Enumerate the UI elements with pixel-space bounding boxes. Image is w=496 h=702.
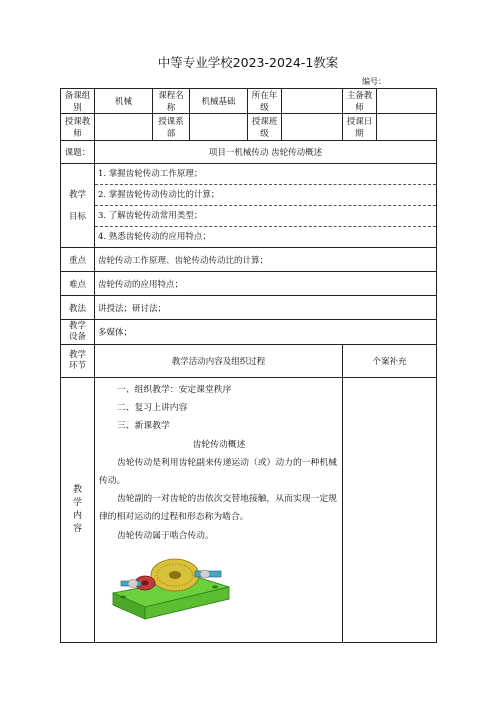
equipment-value: 多媒体； bbox=[95, 320, 437, 345]
content-body bbox=[95, 378, 343, 643]
goal-item: 4. 熟悉齿轮传动的应用特点； bbox=[98, 232, 211, 242]
gearbox-icon bbox=[111, 547, 231, 621]
process-header-row bbox=[61, 345, 437, 378]
key-point-value: 齿轮传动工作原理、齿轮传动传动比的计算； bbox=[95, 248, 437, 272]
group-label: 备课组别 bbox=[61, 89, 95, 114]
document-title: 中等专业学校2023-2024-1教案 bbox=[157, 55, 339, 70]
gearbox-illustration bbox=[111, 547, 339, 624]
document-number-label: 编号： bbox=[362, 77, 386, 86]
method-label: 教法 bbox=[61, 296, 95, 320]
content-label-char: 学 bbox=[72, 498, 82, 508]
difficulty-value: 齿轮传动的应用特点； bbox=[95, 272, 437, 296]
lead-teacher-value bbox=[377, 89, 437, 114]
content-label-char: 容 bbox=[72, 524, 82, 534]
key-point-label: 重点 bbox=[61, 248, 95, 272]
equipment-row bbox=[61, 320, 437, 345]
content-label-char: 教 bbox=[72, 485, 82, 495]
grade-label: 所在年级 bbox=[248, 89, 282, 114]
goals-list bbox=[95, 164, 437, 248]
paragraph: 齿轮副的一对齿轮的齿依次交替地接触，从而实现一定规律的相对运动的过程和形态称为啮合。 bbox=[99, 494, 337, 523]
goals-label-line2: 目标 bbox=[68, 211, 86, 222]
date-value bbox=[377, 114, 437, 141]
activity-header: 教学活动内容及组织过程 bbox=[95, 345, 343, 378]
difficulty-row bbox=[61, 272, 437, 296]
dept-value bbox=[190, 114, 248, 141]
class-value bbox=[282, 114, 343, 141]
key-point-row bbox=[61, 248, 437, 272]
course-label: 课程名称 bbox=[153, 89, 190, 114]
teacher-label: 授课教师 bbox=[61, 114, 95, 141]
difficulty-label: 难点 bbox=[61, 272, 95, 296]
method-row bbox=[61, 296, 437, 320]
supplement-header: 个案补充 bbox=[343, 345, 437, 378]
topic-value: 项目一机械传动 齿轮传动概述 bbox=[95, 141, 437, 164]
supplement-value bbox=[343, 378, 437, 643]
goal-item: 3. 了解齿轮传动常用类型； bbox=[95, 206, 436, 227]
process-label-line1: 教学 bbox=[68, 350, 86, 360]
lesson-plan-table bbox=[60, 88, 437, 643]
paragraph: 齿轮传动属于啮合传动。 bbox=[117, 530, 214, 541]
class-label: 授课班级 bbox=[248, 114, 282, 141]
step-item: 二、复习上讲内容 bbox=[117, 403, 188, 414]
process-label-line2: 环节 bbox=[68, 361, 86, 371]
goals-row bbox=[61, 164, 437, 248]
section-title: 齿轮传动概述 bbox=[192, 439, 246, 450]
date-label: 授课日期 bbox=[343, 114, 377, 141]
goal-item: 1. 掌握齿轮传动工作原理； bbox=[95, 164, 436, 185]
equipment-label-line2: 设备 bbox=[68, 332, 86, 342]
lead-teacher-label: 主备教师 bbox=[343, 89, 377, 114]
header-row-2 bbox=[61, 114, 437, 141]
header-row-1 bbox=[61, 89, 437, 114]
paragraph: 齿轮传动是利用齿轮副来传递运动（或）动力的一种机械传动。 bbox=[99, 457, 337, 487]
goals-label bbox=[61, 164, 95, 248]
grade-value bbox=[282, 89, 343, 114]
goals-label-line1: 教学 bbox=[68, 189, 86, 200]
equipment-label-line1: 教学 bbox=[68, 321, 86, 331]
process-label bbox=[61, 345, 95, 378]
content-row bbox=[61, 378, 437, 643]
teacher-value bbox=[95, 114, 153, 141]
equipment-label bbox=[61, 320, 95, 345]
step-item: 三、新课教学 bbox=[117, 421, 170, 432]
dept-label: 授课系部 bbox=[153, 114, 190, 141]
group-value: 机械 bbox=[95, 89, 153, 114]
step-item: 一、组织教学：安定课堂秩序 bbox=[117, 385, 232, 395]
content-label-char: 内 bbox=[72, 511, 82, 521]
method-value: 讲授法；研讨法； bbox=[95, 296, 437, 320]
topic-row bbox=[61, 141, 437, 164]
topic-label: 课题： bbox=[61, 141, 95, 164]
course-value: 机械基础 bbox=[190, 89, 248, 114]
goal-item: 2. 掌握齿轮传动传动比的计算； bbox=[95, 185, 436, 206]
content-label bbox=[61, 378, 95, 643]
